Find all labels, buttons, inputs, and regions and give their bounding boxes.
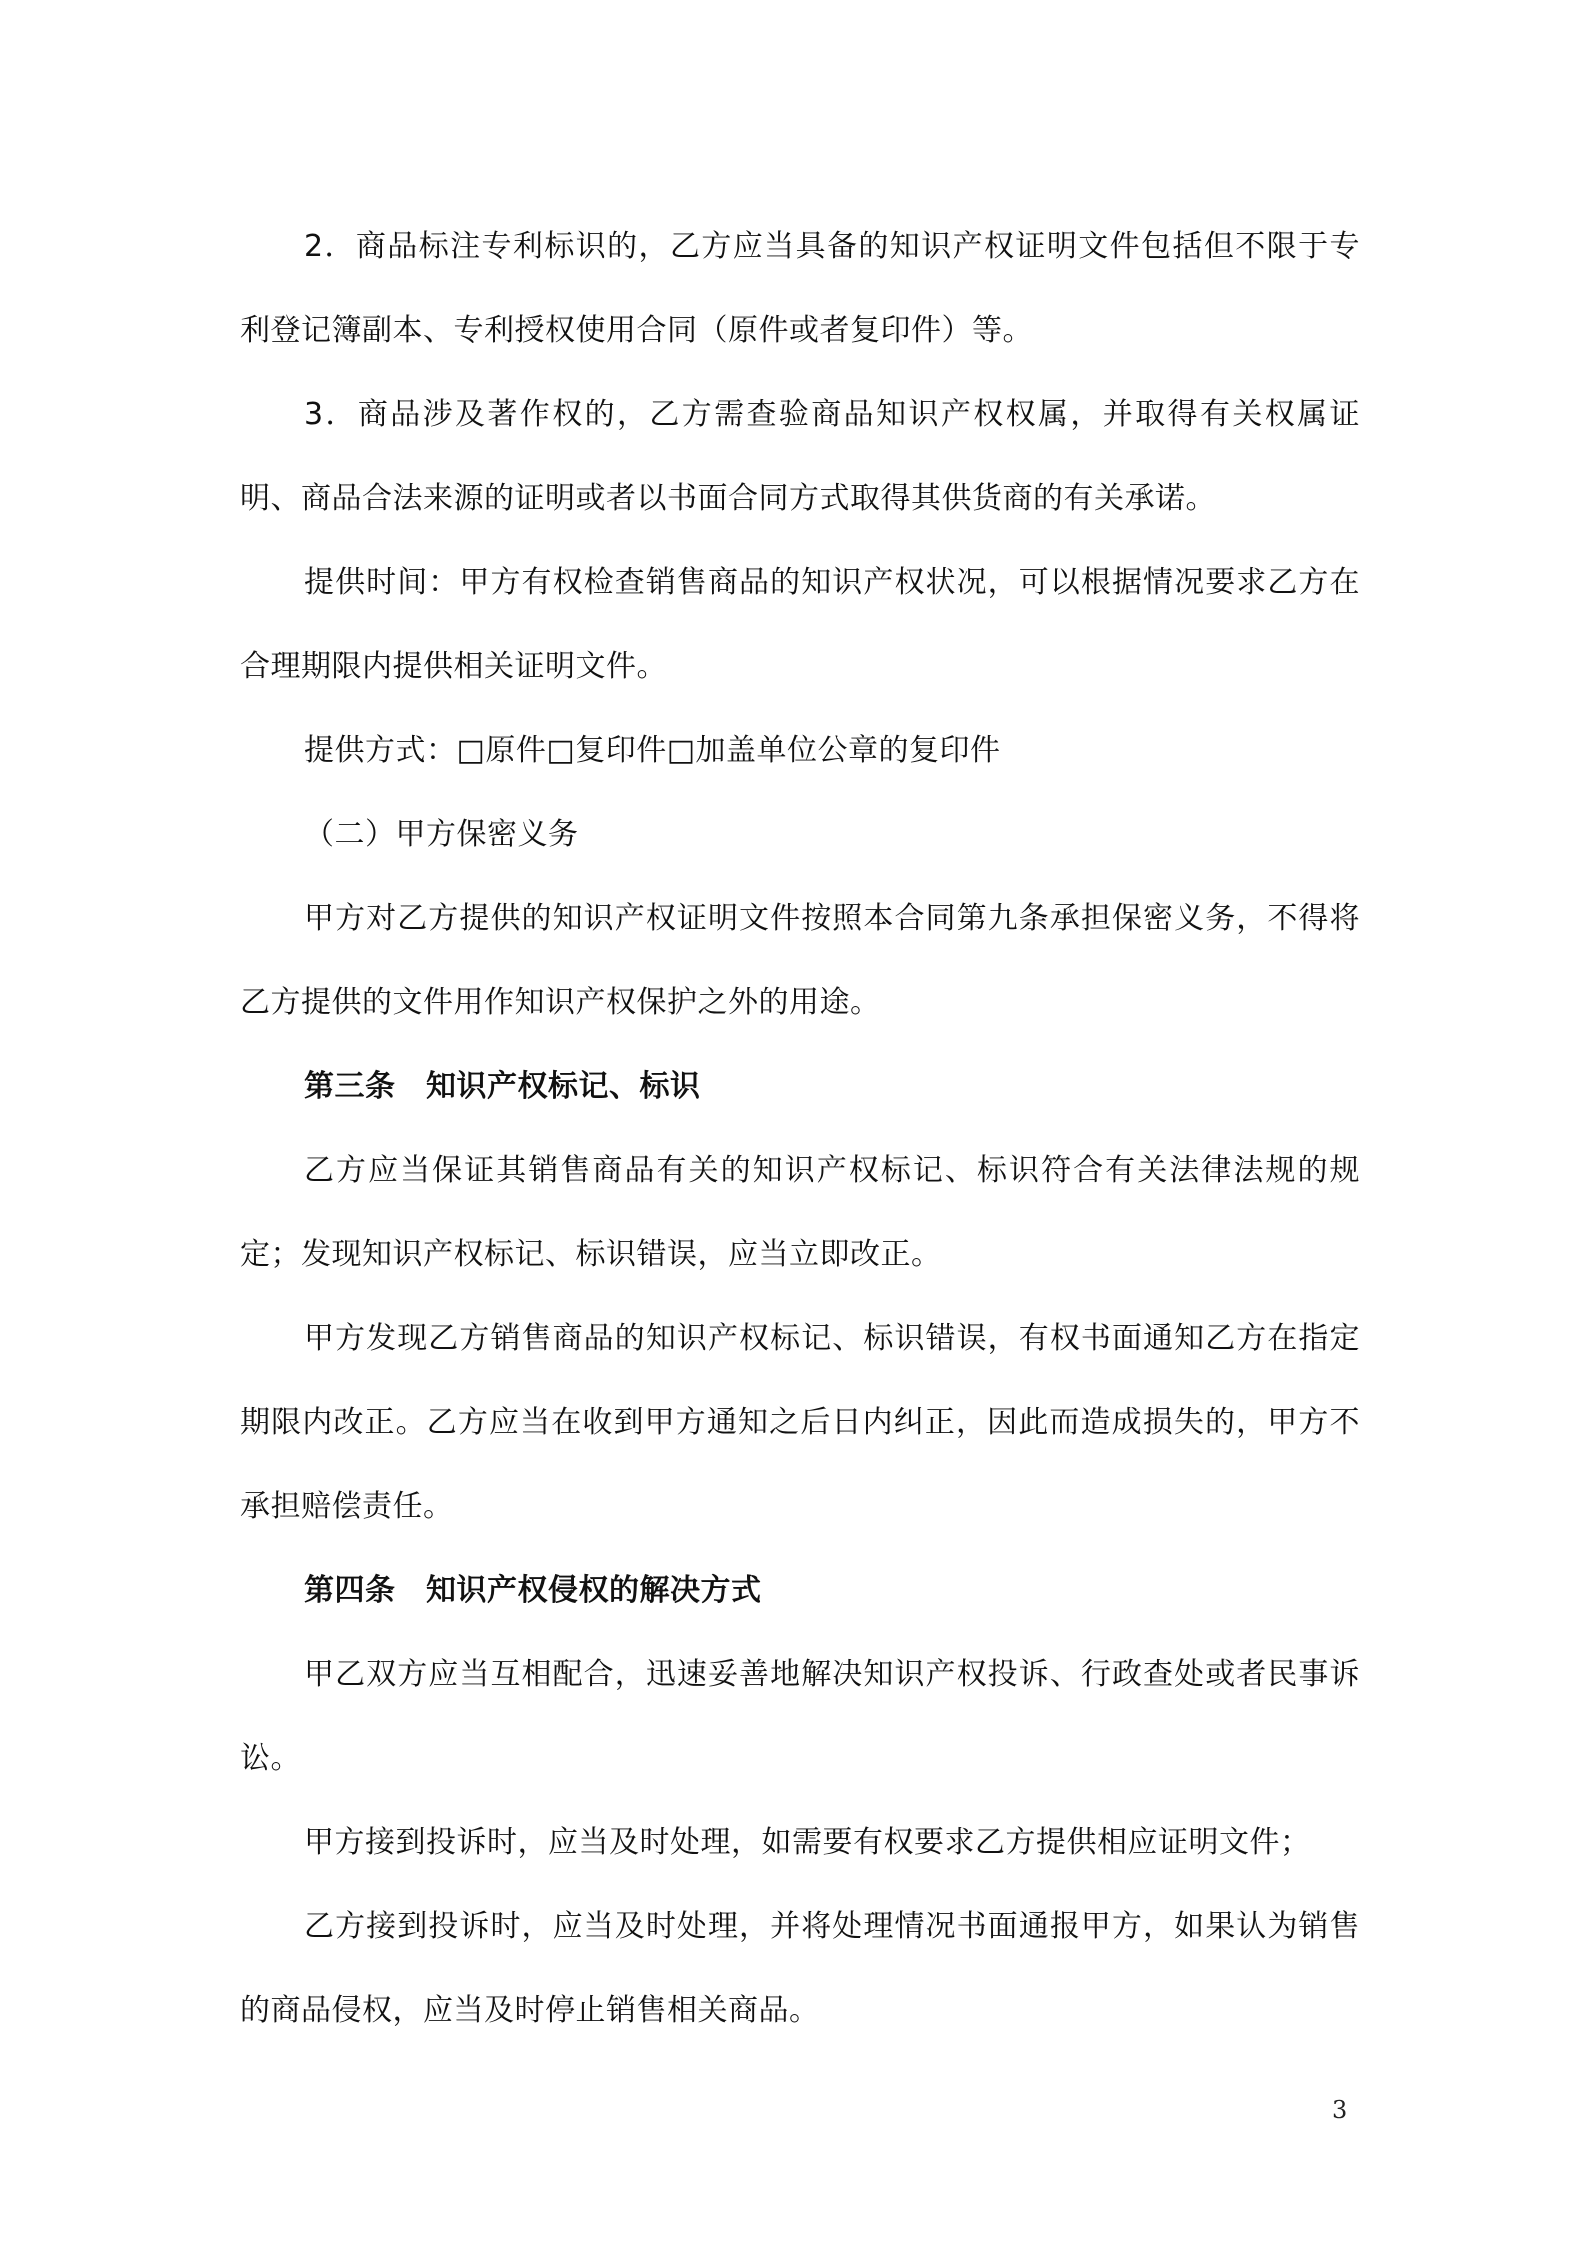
- paragraph-provision-method: 提供方式：□原件□复印件□加盖单位公章的复印件: [304, 733, 1001, 768]
- paragraph-party-a-complaint: 甲方接到投诉时，应当及时处理，如需要有权要求乙方提供相应证明文件；: [304, 1825, 1311, 1860]
- paragraph-marking-compliance: 乙方应当保证其销售商品有关的知识产权标记、标识符合有关法律法规的规定；发现知识产权标记、标识错误，应当立即改正。: [240, 1153, 1360, 1272]
- paragraph-dispute-cooperation: 甲乙双方应当互相配合，迅速妥善地解决知识产权投诉、行政查处或者民事诉讼。: [240, 1657, 1360, 1776]
- paragraph-confidentiality-obligation: 甲方对乙方提供的知识产权证明文件按照本合同第九条承担保密义务，不得将乙方提供的文件用作知识产权保护之外的用途。: [240, 901, 1360, 1020]
- article-heading-four: 第四条 知识产权侵权的解决方式: [304, 1573, 762, 1608]
- section-heading-confidentiality: （二）甲方保密义务: [304, 817, 579, 852]
- page-number: 3: [1332, 2096, 1348, 2124]
- paragraph-patent-documents: 2．商品标注专利标识的，乙方应当具备的知识产权证明文件包括但不限于专利登记簿副本、专利授权使用合同（原件或者复印件）等。: [240, 229, 1360, 348]
- article-heading-three: 第三条 知识产权标记、标识: [304, 1069, 701, 1104]
- paragraph-marking-correction: 甲方发现乙方销售商品的知识产权标记、标识错误，有权书面通知乙方在指定期限内改正。乙方应当在收到甲方通知之后日内纠正，因此而造成损失的，甲方不承担赔偿责任。: [240, 1321, 1360, 1524]
- paragraph-party-b-complaint: 乙方接到投诉时，应当及时处理，并将处理情况书面通报甲方，如果认为销售的商品侵权，应当及时停止销售相关商品。: [240, 1909, 1360, 2028]
- paragraph-provision-time: 提供时间：甲方有权检查销售商品的知识产权状况，可以根据情况要求乙方在合理期限内提供相关证明文件。: [240, 565, 1360, 684]
- document-body: [240, 205, 1360, 2053]
- paragraph-copyright-verification: 3．商品涉及著作权的，乙方需查验商品知识产权权属，并取得有关权属证明、商品合法来源的证明或者以书面合同方式取得其供货商的有关承诺。: [240, 397, 1360, 516]
